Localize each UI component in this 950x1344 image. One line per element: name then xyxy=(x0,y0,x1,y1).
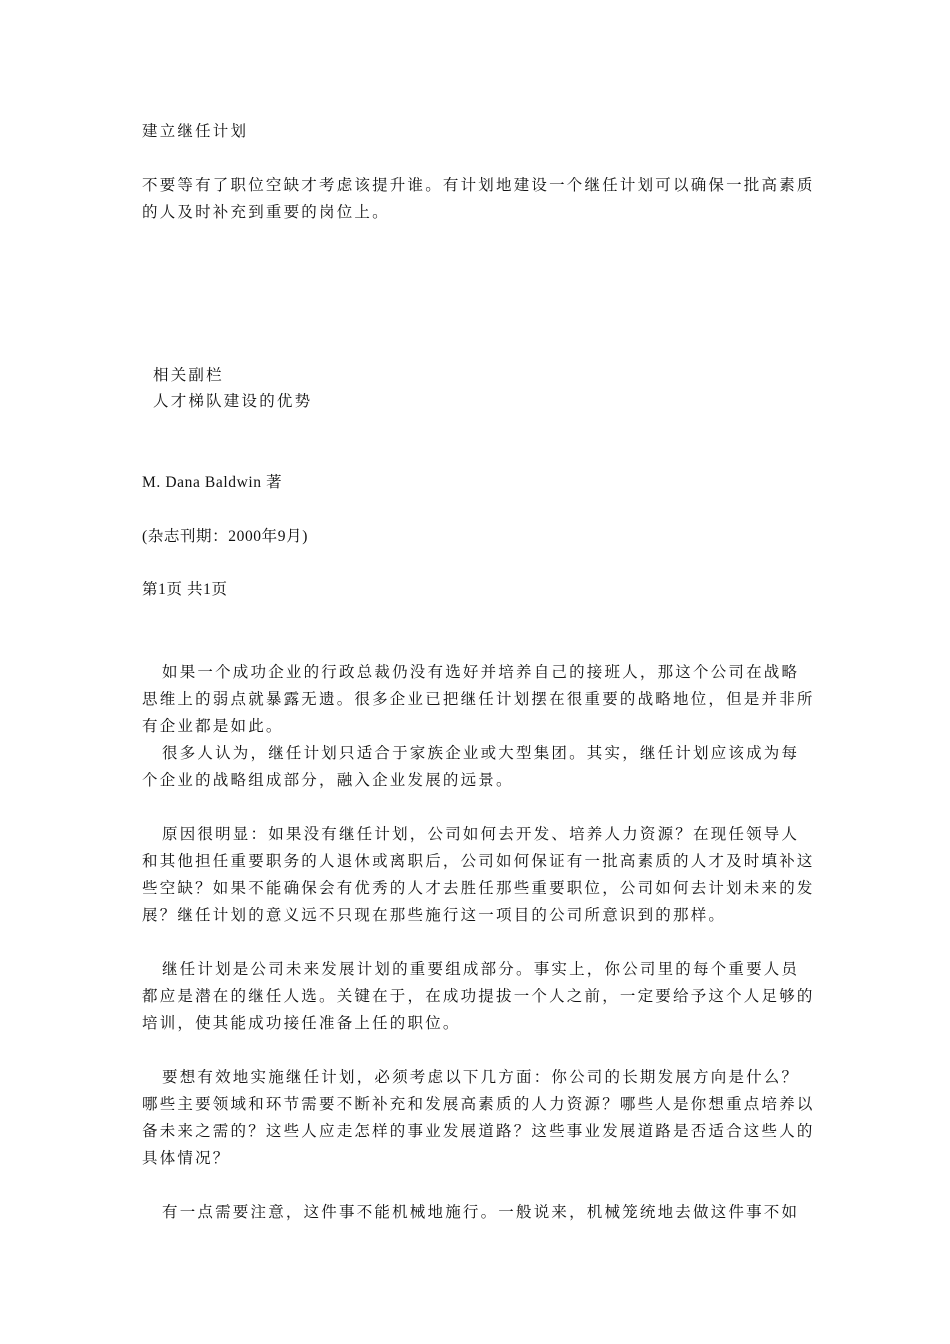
body-line: 和其他担任重要职务的人退休或离职后，公司如何保证有一批高素质的人才及时填补这 xyxy=(142,852,815,870)
intro-line: 的人及时补充到重要的岗位上。 xyxy=(142,203,390,221)
body-line: 有一点需要注意，这件事不能机械地施行。一般说来，机械笼统地去做这件事不如 xyxy=(162,1203,800,1221)
body-line: 原因很明显：如果没有继任计划，公司如何去开发、培养人力资源？在现任领导人 xyxy=(162,825,800,843)
body-line: 思维上的弱点就暴露无遗。很多企业已把继任计划摆在很重要的战略地位，但是并非所 xyxy=(142,690,815,708)
intro-line: 不要等有了职位空缺才考虑该提升谁。有计划地建设一个继任计划可以确保一批高素质 xyxy=(142,176,815,194)
page-indicator: 第1页 共1页 xyxy=(142,581,228,598)
sidebar-label: 相关副栏 xyxy=(153,366,224,384)
body-line: 展？继任计划的意义远不只现在那些施行这一项目的公司所意识到的那样。 xyxy=(142,906,727,924)
body-line: 很多人认为，继任计划只适合于家族企业或大型集团。其实，继任计划应该成为每 xyxy=(162,744,800,762)
body-line: 哪些主要领域和环节需要不断补充和发展高素质的人力资源？哪些人是你想重点培养以 xyxy=(142,1095,815,1113)
issue-date: (杂志刊期：2000年9月) xyxy=(142,528,308,545)
sidebar-title: 人才梯队建设的优势 xyxy=(153,392,313,410)
body-line: 培训，使其能成功接任准备上任的职位。 xyxy=(142,1014,461,1032)
body-line: 继任计划是公司未来发展计划的重要组成部分。事实上，你公司里的每个重要人员 xyxy=(162,960,800,978)
author-byline: M. Dana Baldwin 著 xyxy=(142,474,283,491)
body-line: 如果一个成功企业的行政总裁仍没有选好并培养自己的接班人，那这个公司在战略 xyxy=(162,663,800,681)
body-line: 都应是潜在的继任人选。关键在于，在成功提拔一个人之前，一定要给予这个人足够的 xyxy=(142,987,815,1005)
body-line: 要想有效地实施继任计划，必须考虑以下几方面：你公司的长期发展方向是什么？ xyxy=(162,1068,800,1086)
body-line: 些空缺？如果不能确保会有优秀的人才去胜任那些重要职位，公司如何去计划未来的发 xyxy=(142,879,815,897)
body-line: 备未来之需的？这些人应走怎样的事业发展道路？这些事业发展道路是否适合这些人的 xyxy=(142,1122,815,1140)
section-title: 建立继任计划 xyxy=(142,122,249,140)
body-line: 具体情况？ xyxy=(142,1149,231,1167)
body-line: 有企业都是如此。 xyxy=(142,717,284,735)
body-line: 个企业的战略组成部分，融入企业发展的远景。 xyxy=(142,771,514,789)
